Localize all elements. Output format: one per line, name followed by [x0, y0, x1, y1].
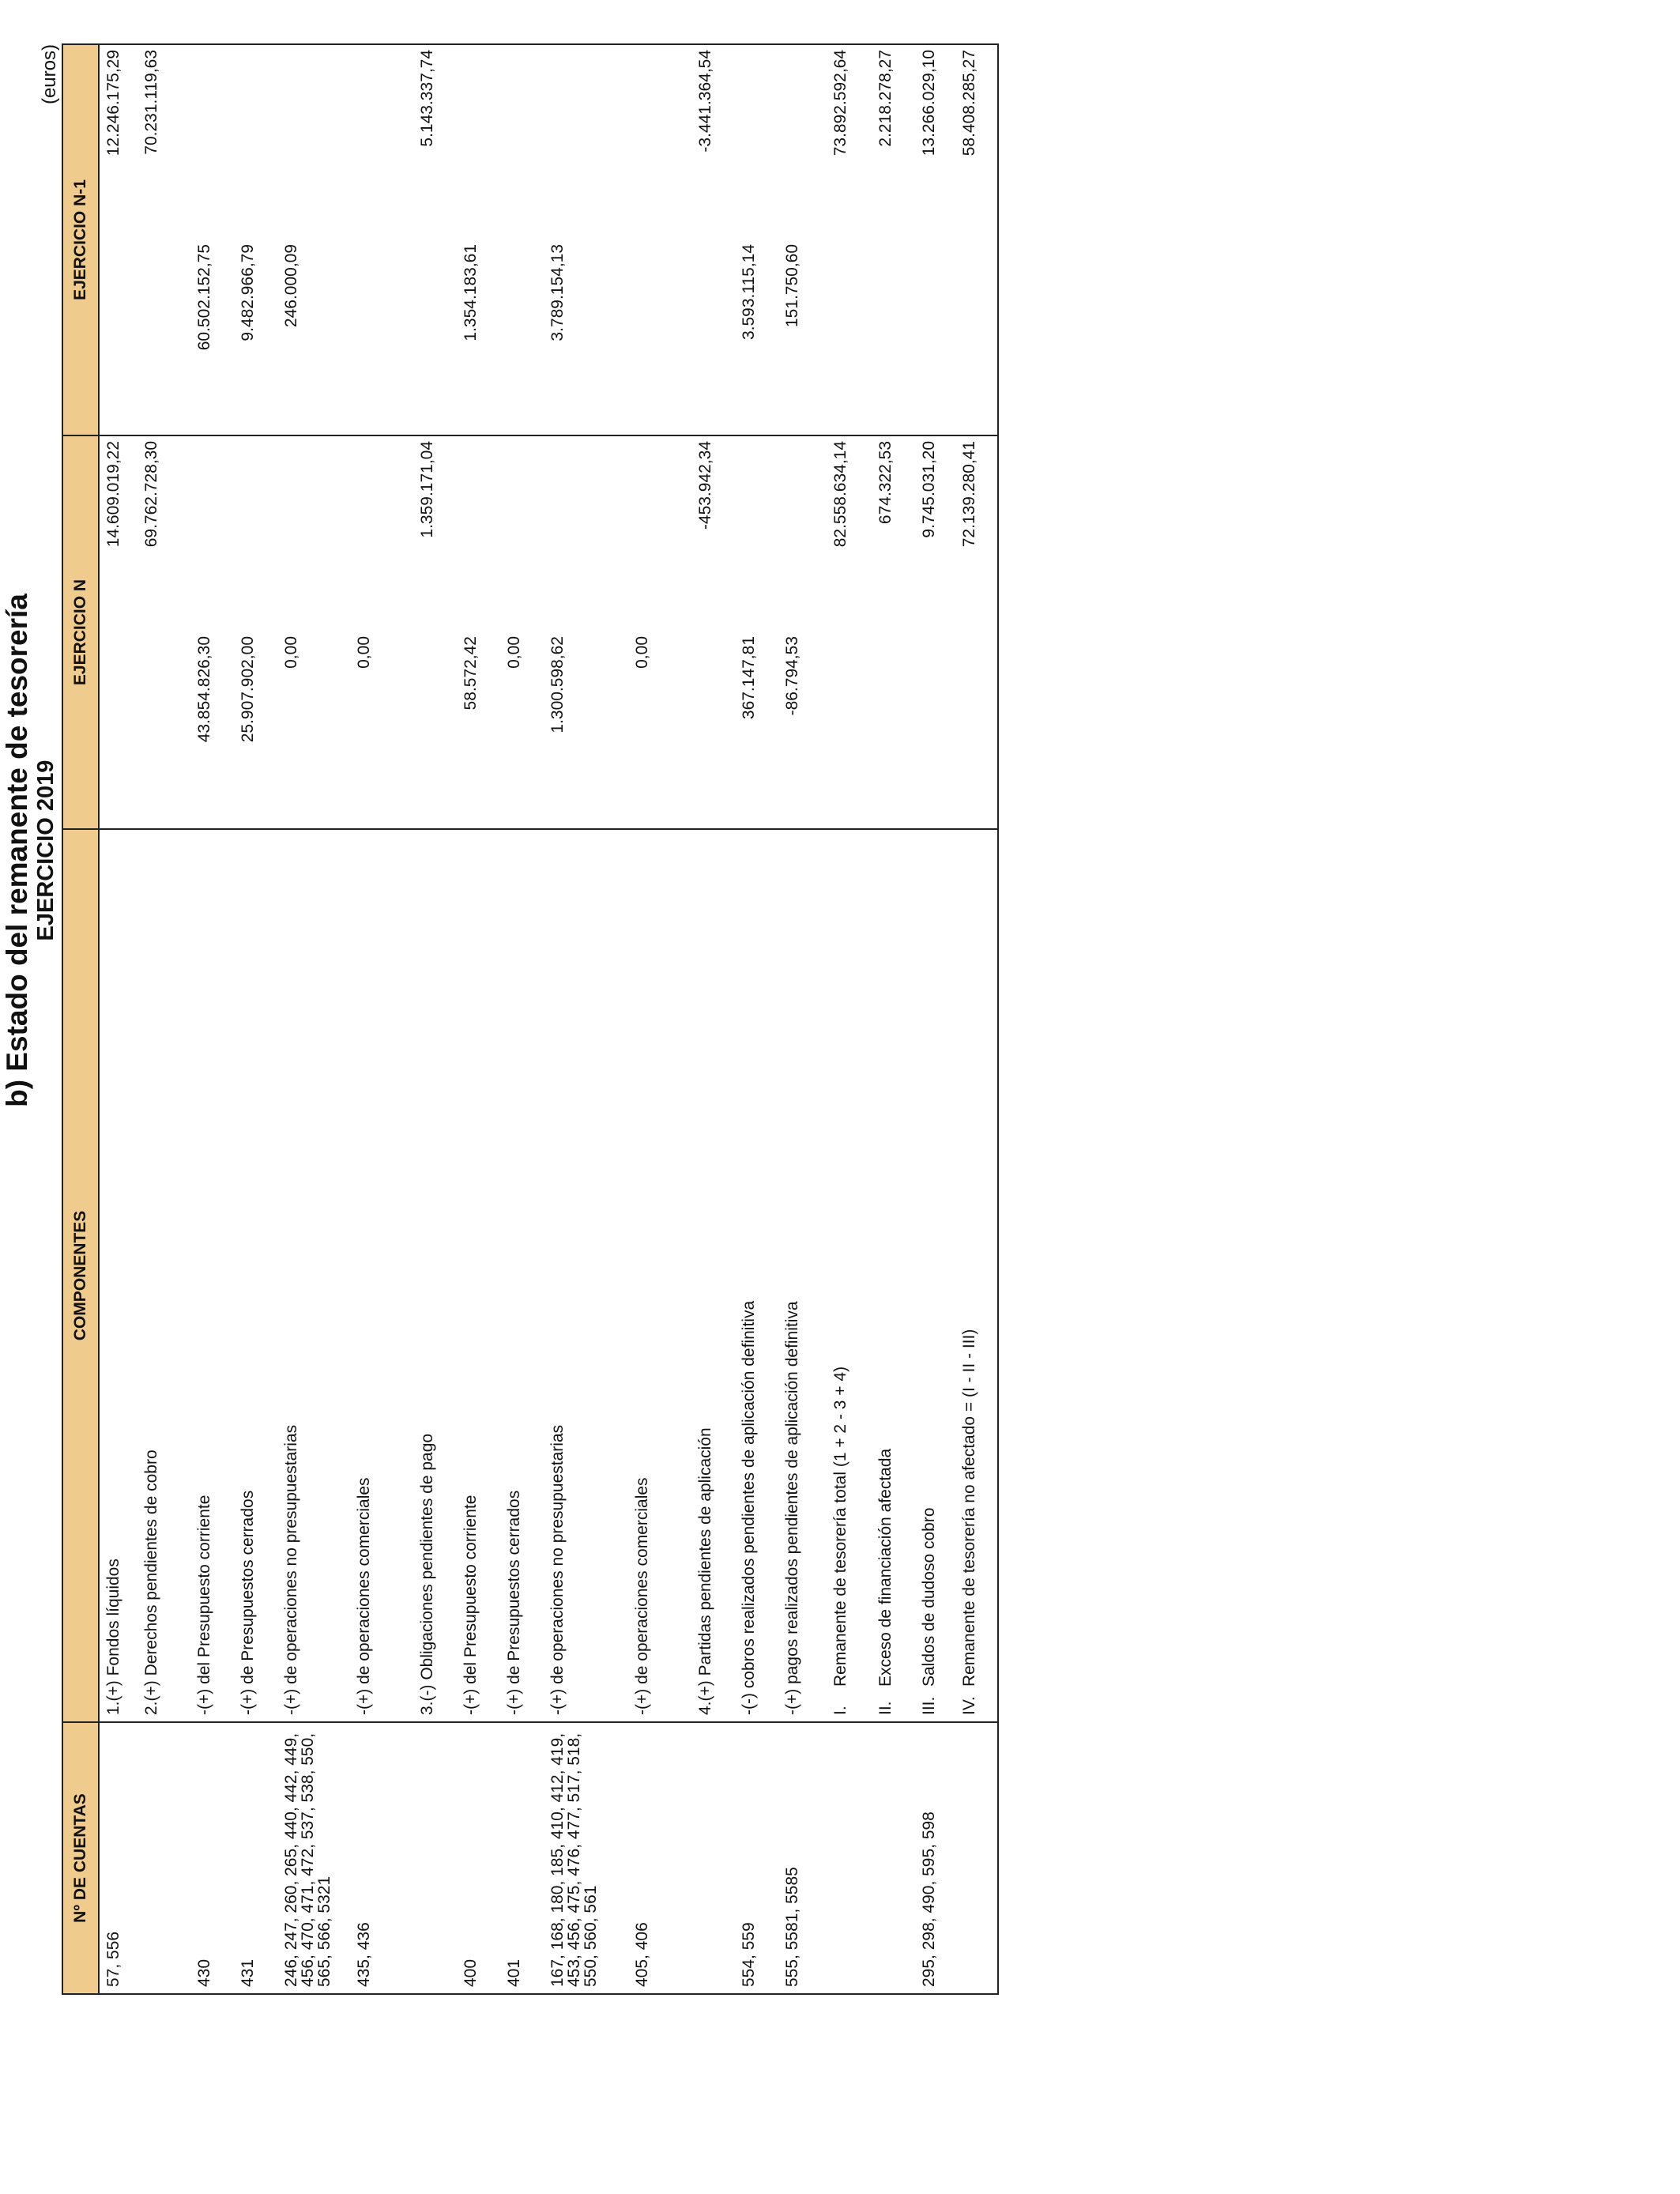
n1-detalle-value: 1.354.183,61: [461, 243, 480, 341]
cuentas-value: 295, 298, 490, 595, 598: [920, 1811, 938, 1987]
componente-cell: [99, 829, 137, 1722]
table-row: [691, 44, 735, 1994]
n1-detalle-cell: [628, 239, 691, 435]
n1-detalle-cell: [955, 239, 998, 435]
row-number: III.: [920, 1696, 938, 1715]
n-detalle-cell: [735, 631, 778, 829]
n-total-cell: [691, 435, 735, 631]
n1-detalle-cell: [691, 239, 735, 435]
header-ejercicio-n1: EJERCICIO N-1: [62, 44, 99, 435]
n1-total-value: 73.892.592,64: [831, 49, 849, 156]
n1-detalle-cell: [872, 239, 915, 435]
componente-cell: [457, 829, 500, 1722]
n1-detalle-cell: [99, 239, 137, 435]
cuentas-cell: [234, 1722, 277, 1994]
n-detalle-cell: [277, 631, 350, 829]
n-total-value: 674.322,53: [876, 440, 895, 525]
table-row: [457, 44, 500, 1994]
header-row: [62, 44, 99, 1994]
n-total-value: 14.609.019,22: [104, 440, 122, 548]
n1-total-cell: [277, 44, 350, 239]
n-total-value: -453.942,34: [696, 440, 714, 530]
cuentas-cell: [544, 1722, 628, 1994]
n1-detalle-cell: [277, 239, 350, 435]
cuentas-cell: [827, 1722, 872, 1994]
n1-total-value: 13.266.029,10: [920, 49, 938, 156]
n-total-value: 72.139.280,41: [960, 440, 978, 548]
n-detalle-cell: [544, 631, 628, 829]
componente-label: 2.(+) Derechos pendientes de cobro: [142, 1449, 160, 1715]
table-row: [350, 44, 413, 1994]
n-detalle-cell: [915, 631, 955, 829]
n1-total-cell: [234, 44, 277, 239]
n1-total-value: 70.231.119,63: [142, 49, 160, 155]
componente-label: -(+) de operaciones comerciales: [633, 1477, 651, 1715]
componente-label: -(+) del Presupuesto corriente: [461, 1495, 480, 1715]
componente-cell: [915, 829, 955, 1722]
table-row: [99, 44, 137, 1994]
n-detalle-cell: [778, 631, 827, 829]
table-row: [827, 44, 872, 1994]
table-row: [413, 44, 457, 1994]
n1-detalle-cell: [234, 239, 277, 435]
cuentas-cell: [691, 1722, 735, 1994]
n1-detalle-value: 60.502.152,75: [195, 243, 213, 351]
cuentas-cell: [277, 1722, 350, 1994]
n-total-cell: [872, 435, 915, 631]
componente-cell: [500, 829, 544, 1722]
n1-detalle-cell: [500, 239, 544, 435]
table-row: [735, 44, 778, 1994]
n-detalle-value: 43.854.826,30: [195, 636, 213, 743]
table-row: [915, 44, 955, 1994]
row-number: II.: [876, 1701, 895, 1715]
cuentas-cell: [137, 1722, 190, 1994]
n1-detalle-value: 3.789.154,13: [548, 243, 567, 341]
n-total-cell: [457, 435, 500, 631]
n1-detalle-cell: [915, 239, 955, 435]
componente-cell: [234, 829, 277, 1722]
componente-label: -(+) de Presupuestos cerrados: [505, 1490, 523, 1715]
n-detalle-value: -86.794,53: [783, 636, 801, 716]
componente-cell: [190, 829, 234, 1722]
componente-label: -(+) de operaciones no presupuestarias: [282, 1424, 300, 1715]
n-detalle-cell: [350, 631, 413, 829]
table-row: [778, 44, 827, 1994]
table-row: [544, 44, 628, 1994]
componente-cell: [350, 829, 413, 1722]
n1-total-cell: [691, 44, 735, 239]
n1-detalle-value: 151.750,60: [783, 243, 801, 328]
table-row: [234, 44, 277, 1994]
n-detalle-cell: [137, 631, 190, 829]
componente-label: -(+) de operaciones comerciales: [355, 1477, 373, 1715]
document-title: b) Estado del remanente de tesorería: [1, 594, 33, 1107]
componente-cell: [955, 829, 998, 1722]
n1-detalle-cell: [778, 239, 827, 435]
n1-detalle-value: 9.482.966,79: [239, 243, 257, 341]
componente-cell: [691, 829, 735, 1722]
cuentas-value: 405, 406: [633, 1922, 651, 1987]
cuentas-cell: [99, 1722, 137, 1994]
units-label: (euros): [39, 44, 60, 105]
n1-total-cell: [99, 44, 137, 239]
n-total-cell: [735, 435, 778, 631]
table-row: [872, 44, 915, 1994]
table-row: [500, 44, 544, 1994]
row-number: I.: [831, 1706, 849, 1715]
n-detalle-cell: [628, 631, 691, 829]
n-total-cell: [915, 435, 955, 631]
componente-cell: [735, 829, 778, 1722]
n-detalle-cell: [872, 631, 915, 829]
n-total-cell: [544, 435, 628, 631]
cuentas-cell: [778, 1722, 827, 1994]
n1-total-cell: [413, 44, 457, 239]
n1-detalle-cell: [457, 239, 500, 435]
n-total-value: 1.359.171,04: [418, 440, 436, 538]
n1-detalle-cell: [190, 239, 234, 435]
n1-total-cell: [827, 44, 872, 239]
cuentas-cell: [190, 1722, 234, 1994]
table-row: [628, 44, 691, 1994]
cuentas-value: 246, 247, 260, 265, 440, 442, 449, 456, 470, 471, 472, 537, 538, 550, 565, 566, 5321: [282, 1732, 333, 1987]
componente-label: Remanente de tesorería no afectado = (I - II - III): [960, 1329, 978, 1687]
n-total-cell: [350, 435, 413, 631]
n-total-cell: [234, 435, 277, 631]
cuentas-cell: [872, 1722, 915, 1994]
componente-cell: [544, 829, 628, 1722]
cuentas-value: 435, 436: [355, 1922, 373, 1987]
n-detalle-cell: [99, 631, 137, 829]
table-row: [190, 44, 234, 1994]
componente-label: -(-) cobros realizados pendientes de aplicación definitiva: [740, 1300, 758, 1715]
componente-label: -(+) pagos realizados pendientes de aplicación definitiva: [783, 1301, 801, 1715]
cuentas-cell: [915, 1722, 955, 1994]
componente-cell: [277, 829, 350, 1722]
n1-total-cell: [872, 44, 915, 239]
n-detalle-cell: [457, 631, 500, 829]
n-detalle-value: 0,00: [282, 636, 300, 669]
n-total-value: 69.762.728,30: [142, 440, 160, 548]
n1-total-cell: [457, 44, 500, 239]
componente-label: Exceso de financiación afectada: [876, 1448, 895, 1687]
cuentas-value: 57, 556: [104, 1931, 122, 1987]
n1-total-value: -3.441.364,54: [696, 49, 714, 153]
n1-total-value: 58.408.285,27: [960, 49, 978, 156]
componente-label: -(+) de operaciones no presupuestarias: [548, 1424, 567, 1715]
n1-total-cell: [137, 44, 190, 239]
componente-label: 3.(-) Obligaciones pendientes de pago: [418, 1433, 436, 1715]
n-detalle-value: 367.147,81: [740, 636, 758, 720]
n1-total-cell: [544, 44, 628, 239]
n-detalle-value: 1.300.598,62: [548, 636, 567, 733]
cuentas-value: 430: [195, 1958, 213, 1987]
n1-total-cell: [628, 44, 691, 239]
cuentas-cell: [735, 1722, 778, 1994]
n-detalle-cell: [827, 631, 872, 829]
n1-detalle-cell: [544, 239, 628, 435]
cuentas-cell: [413, 1722, 457, 1994]
componente-cell: [827, 829, 872, 1722]
n-total-cell: [955, 435, 998, 631]
cuentas-value: 167, 168, 180, 185, 410, 412, 419, 453, 456, 475, 476, 477, 517, 518, 550, 560, 561: [548, 1732, 600, 1987]
n-detalle-cell: [955, 631, 998, 829]
componente-cell: [628, 829, 691, 1722]
n1-total-cell: [350, 44, 413, 239]
n-total-cell: [778, 435, 827, 631]
n1-total-value: 5.143.337,74: [418, 49, 436, 147]
cuentas-value: 401: [505, 1958, 523, 1987]
n-detalle-value: 25.907.902,00: [239, 636, 257, 743]
n-total-cell: [500, 435, 544, 631]
n-total-value: 9.745.031,20: [920, 440, 938, 538]
n1-detalle-cell: [137, 239, 190, 435]
componente-label: Saldos de dudoso cobro: [920, 1507, 938, 1687]
cuentas-cell: [955, 1722, 998, 1994]
cuentas-value: 554, 559: [740, 1922, 758, 1987]
componente-cell: [778, 829, 827, 1722]
table-body: [99, 44, 998, 1994]
n-detalle-cell: [234, 631, 277, 829]
n-total-cell: [827, 435, 872, 631]
n1-detalle-value: 3.593.115,14: [740, 243, 758, 341]
n-total-value: 82.558.634,14: [831, 440, 849, 548]
header-ejercicio-n: EJERCICIO N: [62, 435, 99, 829]
n-detalle-value: 0,00: [355, 636, 373, 669]
componente-cell: [137, 829, 190, 1722]
componente-label: 1.(+) Fondos líquidos: [104, 1559, 122, 1715]
n1-total-cell: [190, 44, 234, 239]
document-subtitle: EJERCICIO 2019: [33, 760, 58, 941]
componente-label: -(+) de Presupuestos cerrados: [239, 1490, 257, 1715]
cuentas-cell: [628, 1722, 691, 1994]
n1-total-cell: [500, 44, 544, 239]
cuentas-value: 555, 5581, 5585: [783, 1867, 801, 1987]
componente-label: 4.(+) Partidas pendientes de aplicación: [696, 1427, 714, 1715]
n-total-cell: [628, 435, 691, 631]
header-cuentas: Nº DE CUENTAS: [62, 1722, 99, 1994]
cuentas-cell: [500, 1722, 544, 1994]
n-total-cell: [190, 435, 234, 631]
table-row: [277, 44, 350, 1994]
n1-detalle-cell: [735, 239, 778, 435]
n1-detalle-cell: [350, 239, 413, 435]
n-total-cell: [137, 435, 190, 631]
n1-total-value: 2.218.278,27: [876, 49, 895, 147]
n-total-cell: [413, 435, 457, 631]
n-detalle-value: 0,00: [505, 636, 523, 669]
table-row: [955, 44, 998, 1994]
n1-total-cell: [915, 44, 955, 239]
cuentas-cell: [350, 1722, 413, 1994]
componente-cell: [413, 829, 457, 1722]
n-total-cell: [99, 435, 137, 631]
n1-total-value: 12.246.175,29: [104, 49, 122, 156]
cuentas-cell: [457, 1722, 500, 1994]
n-detalle-cell: [413, 631, 457, 829]
n-detalle-value: 0,00: [633, 636, 651, 669]
n1-detalle-value: 246.000,09: [282, 243, 300, 328]
n1-total-cell: [955, 44, 998, 239]
n-detalle-value: 58.572,42: [461, 636, 480, 711]
n-detalle-cell: [190, 631, 234, 829]
cuentas-value: 400: [461, 1958, 480, 1987]
n-total-cell: [277, 435, 350, 631]
n1-total-cell: [778, 44, 827, 239]
cuentas-value: 431: [239, 1958, 257, 1987]
remanente-table: [62, 43, 999, 1995]
row-number: IV.: [960, 1696, 978, 1715]
componente-cell: [872, 829, 915, 1722]
header-componentes: COMPONENTES: [62, 829, 99, 1722]
n1-detalle-cell: [827, 239, 872, 435]
n1-total-cell: [735, 44, 778, 239]
n-detalle-cell: [691, 631, 735, 829]
table-row: [137, 44, 190, 1994]
componente-label: Remanente de tesorería total (1 + 2 - 3 + 4): [831, 1366, 849, 1687]
n-detalle-cell: [500, 631, 544, 829]
componente-label: -(+) del Presupuesto corriente: [195, 1495, 213, 1715]
n1-detalle-cell: [413, 239, 457, 435]
